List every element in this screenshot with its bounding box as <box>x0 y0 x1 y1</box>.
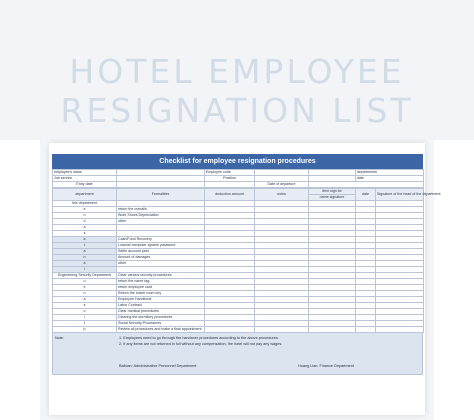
department-letter: n <box>53 213 117 219</box>
header-department: department <box>53 189 117 201</box>
employee-code-label: Employee code <box>205 170 255 176</box>
employee-name-label: employee's name <box>53 170 117 176</box>
title-banner <box>0 0 474 140</box>
formality-item: other <box>117 219 205 225</box>
formality-item: Review all procedures and make a final appointment <box>117 327 205 333</box>
page-title-line-1: HOTEL EMPLOYEE <box>69 52 405 91</box>
department-letter: s <box>53 303 117 309</box>
department-letter: s <box>53 231 117 237</box>
header-date: date <box>356 189 376 201</box>
notes-cell[interactable] <box>255 327 309 333</box>
formality-item: return employee card <box>117 285 205 291</box>
formality-item: Employee Handbook <box>117 297 205 303</box>
department-letter: a <box>53 249 117 255</box>
department-letter: e <box>53 285 117 291</box>
formality-item: Return the locker room key <box>117 291 205 297</box>
job-service-label: Job service <box>53 176 117 182</box>
department-letter: i <box>53 267 117 273</box>
header-formalities: Formalities <box>117 189 205 201</box>
formality-item: Social Security Procedures <box>117 321 205 327</box>
deduction-cell[interactable] <box>205 327 255 333</box>
procedures-table <box>52 188 441 333</box>
department-name: this department <box>53 201 117 207</box>
formality-item: Settle account paid <box>117 249 205 255</box>
formality-item: Loan/all computer system password <box>117 243 205 249</box>
department-letter: n <box>53 255 117 261</box>
departments-label: departments <box>356 170 424 176</box>
head-signature-cell[interactable] <box>376 327 424 333</box>
checklist-document <box>52 154 441 375</box>
notes-section <box>52 333 423 375</box>
header-deduction-amount: deduction amount <box>205 189 255 201</box>
department-letter: t <box>53 321 117 327</box>
formality-item: Cash/Fund Recovery <box>117 237 205 243</box>
header-name-signature: name signature <box>309 195 356 201</box>
formality-item: return the overalls <box>117 207 205 213</box>
header-item-sign-for: Item sign for <box>309 189 356 195</box>
entry-date-value[interactable] <box>117 182 205 188</box>
department-letter: d <box>53 219 117 225</box>
header-notes: notes <box>255 189 309 201</box>
department-name: Engineering Security Department <box>53 273 117 279</box>
department-letter: p <box>53 327 117 333</box>
entry-date-label: Entry date <box>53 182 117 188</box>
formality-item: Clear medical procedures <box>117 309 205 315</box>
formality-item: other <box>117 261 205 267</box>
department-letter: i <box>53 315 117 321</box>
signer-admin: Baibian: Administrative Personnel Department <box>119 364 197 368</box>
header-signature-head: Signature of the head of the department <box>376 189 424 201</box>
notes-label: Note: <box>55 336 65 340</box>
department-letter: a <box>53 237 117 243</box>
department-letter: t <box>53 243 117 249</box>
departure-date-label: Date of departure <box>255 182 309 188</box>
date-cell[interactable] <box>356 327 376 333</box>
note-line-2: 2. If any items are not returned in full without any compensation, the hotel will not pay any wages. <box>119 342 283 346</box>
employee-info-table <box>52 169 424 188</box>
formality-item: Clearing the dormitory procedures <box>117 315 205 321</box>
department-letter: e <box>53 207 117 213</box>
page-title-line-2: RESIGNATION LIST <box>60 91 414 130</box>
department-letter: n <box>53 291 117 297</box>
checklist-title: Checklist for employee resignation procedures <box>52 154 423 169</box>
formality-item: Work Shoes Depreciation <box>117 213 205 219</box>
formality-item: Clear various security procedures <box>117 273 205 279</box>
note-line-1: 1. Employees need to go through the handover procedures according to the above procedures. <box>119 336 279 340</box>
formality-item: Labor Contract <box>117 303 205 309</box>
signature-cell[interactable] <box>309 327 356 333</box>
position-label: Position <box>205 176 255 182</box>
formality-item: return the name tag <box>117 279 205 285</box>
department-letter: o <box>53 309 117 315</box>
department-letter: a <box>53 261 117 267</box>
spacer-cell <box>205 182 255 188</box>
departure-date-value[interactable] <box>309 182 424 188</box>
department-letter: a <box>53 297 117 303</box>
date-label: date <box>356 176 424 182</box>
department-letter: a <box>53 225 117 231</box>
signer-finance: Huang Lian: Finance Department <box>298 364 354 368</box>
department-letter: u <box>53 279 117 285</box>
formality-item: Amount of damages <box>117 255 205 261</box>
